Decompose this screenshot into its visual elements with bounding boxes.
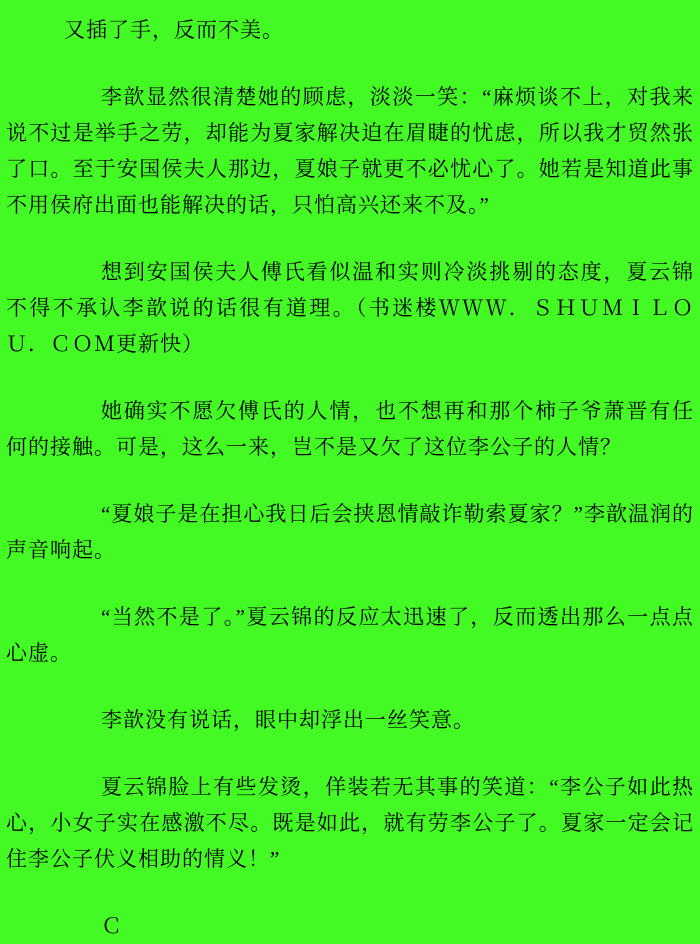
novel-paragraph: 她确实不愿欠傅氏的人情，也不想再和那个柿子爷萧晋有任何的接触。可是，这么一来，岂不是又欠了这位李公子的人情？ — [6, 399, 694, 459]
novel-paragraph: 李歆没有说话，眼中却浮出一丝笑意。 — [101, 708, 475, 732]
novel-paragraph: “当然不是了。”夏云锦的反应太迅速了，反而透出那么一点点心虚。 — [6, 605, 694, 665]
novel-paragraph: “夏娘子是在担心我日后会挟恩情敲诈勒索夏家？”李歆温润的声音响起。 — [6, 502, 694, 562]
novel-paragraph: 李歆显然很清楚她的顾虑，淡淡一笑：“麻烦谈不上，对我来说不过是举手之劳，却能为夏家解决迫在眉睫的忧虑，所以我才贸然张了口。至于安国侯夫人那边，夏娘子就更不必忧心了。她若是知道此事不用侯府出面也能解决的话，只怕高兴还来不及。” — [6, 85, 694, 217]
novel-paragraph: 又插了手，反而不美。 — [64, 18, 284, 42]
novel-paragraph: 夏云锦脸上有些发烫，佯装若无其事的笑道：“李公子如此热心，小女子实在感激不尽。既是如此，就有劳李公子了。夏家一定会记住李公子伏义相助的情义！” — [6, 775, 694, 871]
novel-paragraph-page-marker: Ｃ — [101, 914, 123, 938]
novel-paragraph: 想到安国侯夫人傅氏看似温和实则冷淡挑剔的态度，夏云锦不得不承认李歆说的话很有道理。（书迷楼ＷＷＷ．ＳＨＵＭＩＬＯＵ．ＣＯＭ更新快） — [6, 260, 694, 356]
